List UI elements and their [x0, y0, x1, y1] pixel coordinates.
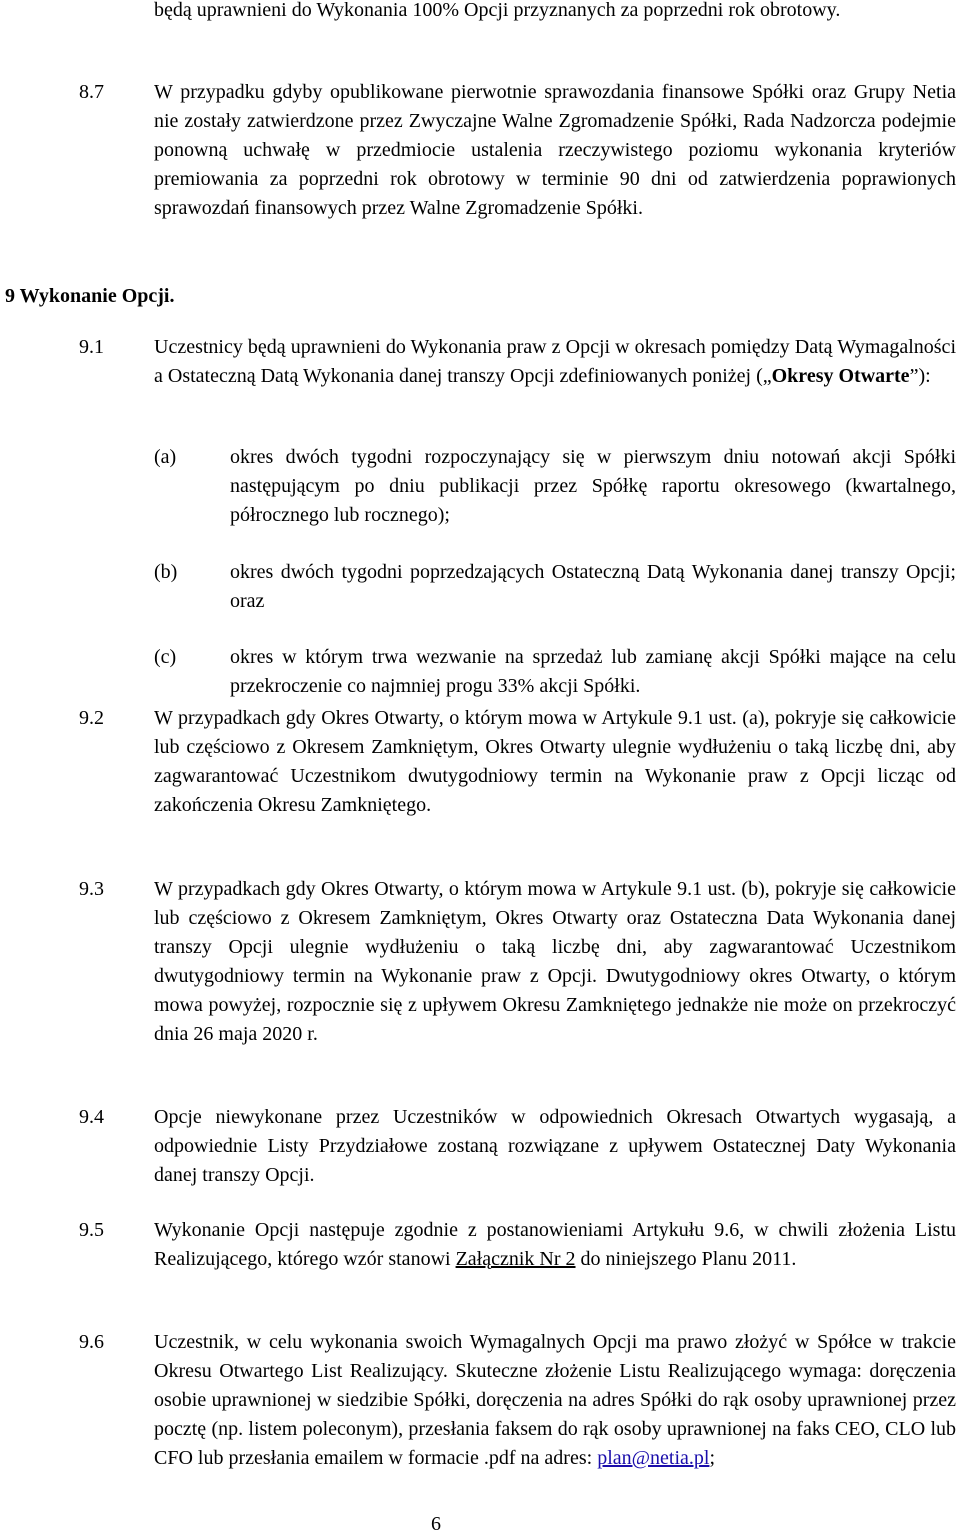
email-link[interactable]: plan@netia.pl	[597, 1447, 710, 1469]
section-9-4-text: Opcje niewykonane przez Uczestników w odpowiednich Okresach Otwartych wygasają, a odpowiednie Listy Przydziałowe zostaną rozwiązane z upływem Ostatecznej Daty Wykonania danej transzy Opcji.	[154, 1106, 956, 1186]
section-number: 9.2	[79, 707, 104, 729]
text-span: Uczestnik, w celu wykonania swoich Wymagalnych Opcji ma prawo złożyć w Spółce w trakcie Okresu Otwartego List Realizujący. Skuteczne złożenie Listu Realizującego wymaga: doręczenia osobie uprawnionej w siedzibie Spółki, doręczenia na adres Spółki do rąk osoby uprawnionej przez pocztę (np. listem poleconym), przesłania faksem do rąk osoby uprawnionej na faks CEO, CLO lub CFO lub przesłania emailem w formacie .pdf na adres:	[154, 1331, 956, 1469]
page-number: 6	[431, 1513, 441, 1535]
annex-2-link[interactable]: Załącznik Nr 2	[455, 1248, 576, 1270]
section-9-5-text	[154, 1216, 956, 1274]
section-9-2-text: W przypadkach gdy Okres Otwarty, o którym mowa w Artykule 9.1 ust. (a), pokryje się całkowicie lub częściowo z Okresem Zamkniętym, Okres Otwarty ulegnie wydłużeniu o taką liczbę dni, aby zagwarantować Uczestnikom dwutygodniowy termin na Wykonanie praw z Opcji licząc od zakończenia Okresu Zamkniętego.	[154, 707, 956, 816]
section-number: 9.1	[79, 336, 104, 358]
item-label: (b)	[154, 561, 178, 583]
section-9-6-text	[154, 1328, 956, 1473]
section-number: 9.3	[79, 878, 104, 900]
section-number: 9.6	[79, 1331, 104, 1353]
text-span: do niniejszego Planu 2011.	[575, 1248, 797, 1270]
item-label: (c)	[154, 646, 177, 668]
section-8-7-text: W przypadku gdyby opublikowane pierwotnie sprawozdania finansowe Spółki oraz Grupy Netia nie zostały zatwierdzone przez Zwyczajne Walne Zgromadzenie Spółki, Rada Nadzorcza podejmie ponowną uchwałę w przedmiocie ustalenia rzeczywistego poziomu wykonania kryteriów premiowania za poprzedni rok obrotowy w terminie 90 dni od zatwierdzenia poprawionych sprawozdań finansowych przez Walne Zgromadzenie Spółki.	[154, 81, 956, 219]
item-text: okres dwóch tygodni poprzedzających Ostateczną Datą Wykonania danej transzy Opcji; oraz	[230, 561, 956, 612]
section-number: 9.5	[79, 1219, 104, 1241]
quote-open: „	[762, 365, 772, 387]
item-label: (a)	[154, 446, 177, 468]
item-text: okres w którym trwa wezwanie na sprzedaż lub zamianę akcji Spółki mające na celu przekroczenie co najmniej progu 33% akcji Spółki.	[230, 646, 956, 697]
quote-close: ”	[909, 365, 919, 387]
section-number: 8.7	[79, 81, 104, 103]
text-span: Wykonanie Opcji następuje zgodnie z postanowieniami Artykułu 9.6, w chwili złożenia Listu Realizującego, którego wzór stanowi	[154, 1219, 956, 1270]
text-span: Uczestnicy będą uprawnieni do Wykonania praw z Opcji w okresach pomiędzy Datą Wymagalności a Ostateczną Datą Wykonania danej transzy Opcji zdefiniowanych poniżej (	[154, 336, 956, 387]
section-8-6-continuation: będą uprawnieni do Wykonania 100% Opcji przyznanych za poprzedni rok obrotowy.	[154, 0, 841, 21]
section-9-1-text	[154, 333, 956, 391]
defined-term: Okresy Otwarte	[771, 365, 910, 387]
section-9-3-text: W przypadkach gdy Okres Otwarty, o którym mowa w Artykule 9.1 ust. (b), pokryje się całkowicie lub częściowo z Okresem Zamkniętym, Okres Otwarty oraz Ostateczna Data Wykonania danej transzy Opcji ulegnie wydłużeniu o taką liczbę dni, aby zagwarantować Uczestnikom dwutygodniowy termin na Wykonanie praw z Opcji. Dwutygodniowy okres Otwarty, o którym mowa powyżej, rozpocznie się z upływem Okresu Zamkniętego jednakże nie może on przekroczyć dnia 26 maja 2020 r.	[154, 878, 956, 1045]
text-span: ;	[709, 1447, 716, 1469]
section-9-heading: 9 Wykonanie Opcji.	[5, 285, 175, 307]
section-number: 9.4	[79, 1106, 104, 1128]
item-text: okres dwóch tygodni rozpoczynający się w pierwszym dniu notowań akcji Spółki następującym po dniu publikacji przez Spółkę raportu okresowego (kwartalnego, półrocznego lub rocznego);	[230, 446, 956, 526]
text-span: ):	[918, 365, 931, 387]
